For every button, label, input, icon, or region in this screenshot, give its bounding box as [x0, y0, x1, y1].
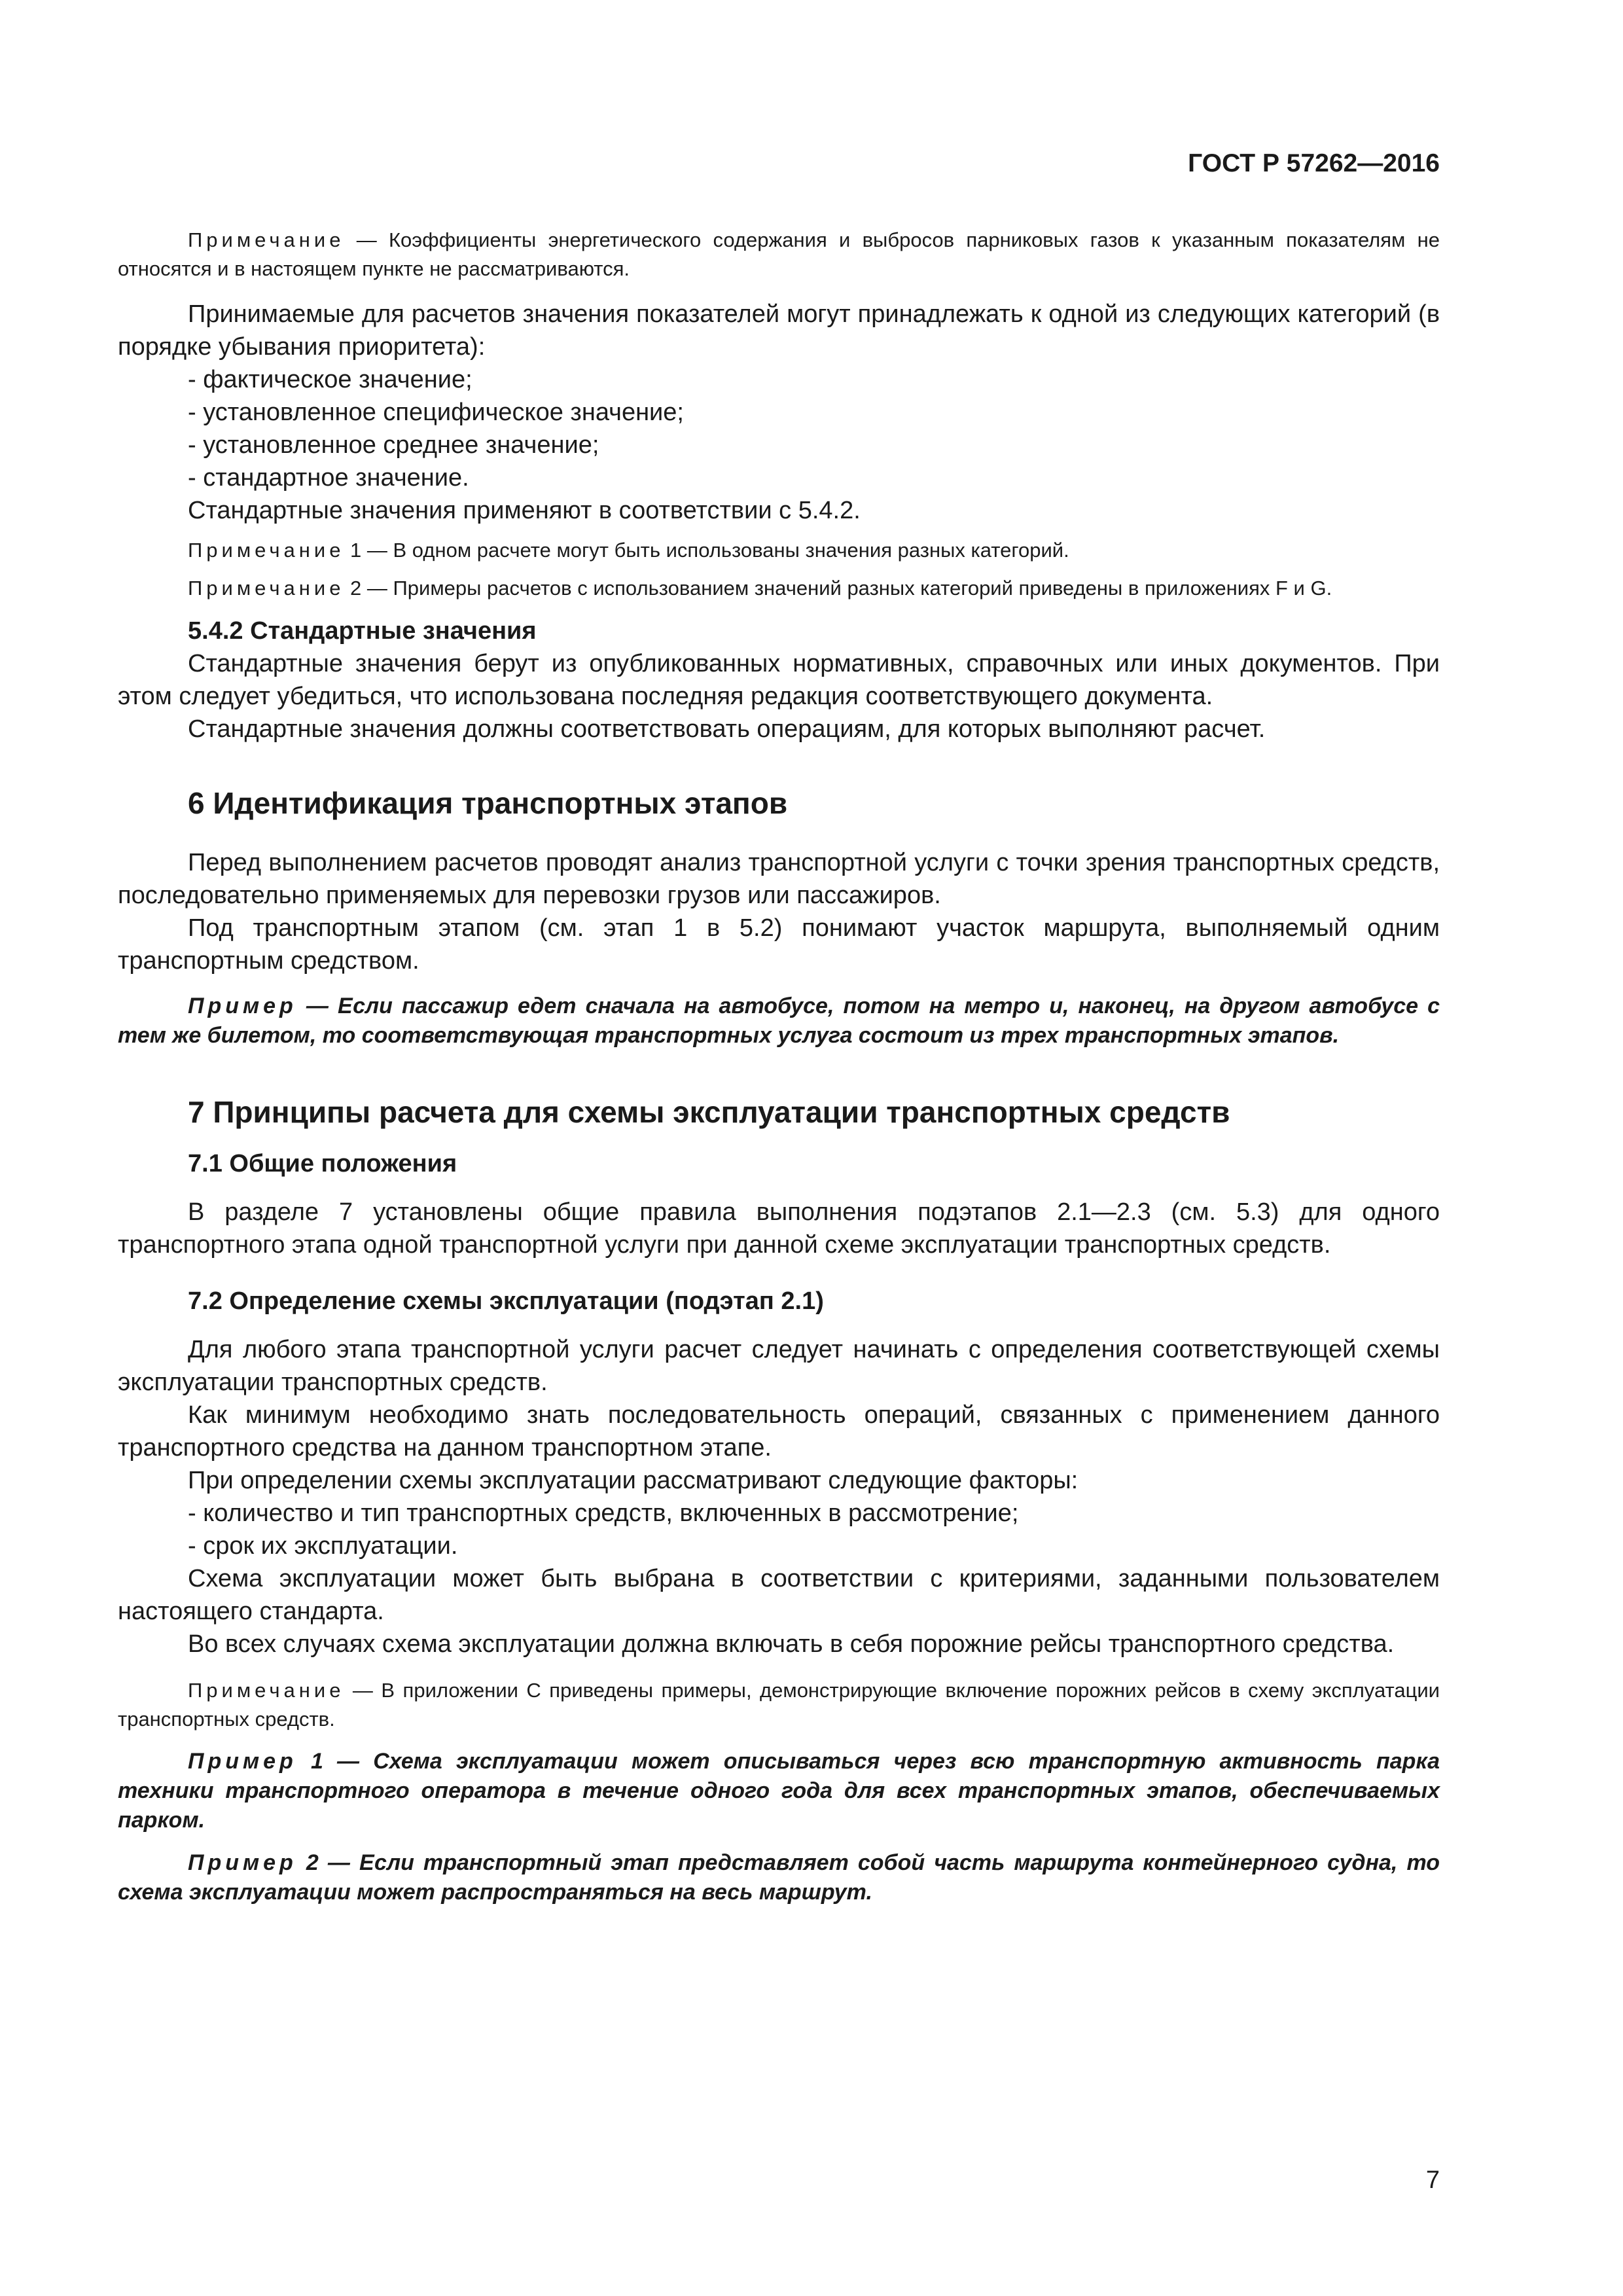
- note-label: Примечание: [188, 539, 345, 562]
- section-7-2-paragraph-5: Во всех случаях схема эксплуатации должна включать в себя порожние рейсы транспортного средства.: [188, 1630, 1395, 1658]
- page-content: [118, 226, 1440, 1907]
- list-item-factor-2: - срок их эксплуатации.: [188, 1532, 458, 1560]
- paragraph-categories: Принимаемые для расчетов значения показателей могут принадлежать к одной из следующих категорий (в порядке убывания приоритета):: [118, 300, 1440, 361]
- note-2: [118, 574, 1440, 603]
- example-text: 1 — Схема эксплуатации может описываться через всю транспортную активность парка техники транспортного оператора в течение одного года для всех транспортных этапов, обеспечиваемых парком.: [118, 1749, 1440, 1833]
- section-7-2-paragraph-1: Для любого этапа транспортной услуги расчет следует начинать с определения соответствующей схемы эксплуатации транспортных средств.: [118, 1336, 1440, 1396]
- example-label: Пример: [188, 1749, 297, 1774]
- list-item-category-2: - установленное специфическое значение;: [188, 399, 684, 426]
- section-5-4-2-paragraph-2: Стандартные значения должны соответствовать операциям, для которых выполняют расчет.: [188, 715, 1266, 743]
- paragraph-standard-apply: Стандартные значения применяют в соответствии с 5.4.2.: [188, 497, 861, 524]
- section-7-1-title: 7.1 Общие положения: [188, 1150, 457, 1177]
- section-7-2-paragraph-4: Схема эксплуатации может быть выбрана в соответствии с критериями, заданными пользователем настоящего стандарта.: [118, 1565, 1440, 1625]
- section-6-example: [118, 992, 1440, 1050]
- page-number: 7: [1425, 2166, 1440, 2194]
- list-item-category-3: - установленное среднее значение;: [188, 431, 599, 459]
- note-1: [118, 536, 1440, 565]
- section-7-1-paragraph: В разделе 7 установлены общие правила выполнения подэтапов 2.1—2.3 (см. 5.3) для одного транспортного этапа одной транспортной услуги при данной схеме эксплуатации транспортных средств.: [118, 1198, 1440, 1259]
- list-item-category-1: - фактическое значение;: [188, 366, 473, 393]
- note-text: — Коэффициенты энергетического содержания и выбросов парниковых газов к указанным показателям не относятся и в настоящем пункте не рассматриваются.: [118, 228, 1440, 280]
- section-6-title: 6 Идентификация транспортных этапов: [188, 786, 788, 820]
- section-7-2-example-1: [118, 1747, 1440, 1835]
- example-label: Пример: [188, 994, 297, 1018]
- section-6-paragraph-2: Под транспортным этапом (см. этап 1 в 5.2) понимают участок маршрута, выполняемый одним транспортным средством.: [118, 914, 1440, 975]
- section-5-4-2-title: 5.4.2 Стандартные значения: [188, 617, 537, 645]
- note-coefficients: [118, 226, 1440, 283]
- example-text: — Если пассажир едет сначала на автобусе, потом на метро и, наконец, на другом автобусе с тем же билетом, то соответствующая транспортных услуга состоит из трех транспортных этапов.: [118, 994, 1440, 1048]
- note-text: — В приложении С приведены примеры, демонстрирующие включение порожних рейсов в схему эксплуатации транспортных средств.: [118, 1679, 1440, 1731]
- list-item-category-4: - стандартное значение.: [188, 464, 469, 492]
- note-text: 1 — В одном расчете могут быть использованы значения разных категорий.: [344, 539, 1069, 562]
- section-5-4-2-paragraph-1: Стандартные значения берут из опубликованных нормативных, справочных или иных документов. При этом следует убедиться, что использована последняя редакция соответствующего документа.: [118, 650, 1440, 710]
- list-item-factor-1: - количество и тип транспортных средств, включенных в рассмотрение;: [188, 1499, 1019, 1527]
- section-7-2-note: [118, 1676, 1440, 1734]
- note-text: 2 — Примеры расчетов с использованием значений разных категорий приведены в приложениях F и G.: [344, 577, 1332, 600]
- section-7-2-example-2: [118, 1848, 1440, 1907]
- note-label: Примечание: [188, 1679, 345, 1702]
- section-7-2-paragraph-3: При определении схемы эксплуатации рассматривают следующие факторы:: [188, 1467, 1079, 1494]
- example-text: 2 — Если транспортный этап представляет собой часть маршрута контейнерного судна, то схема эксплуатации может распространяться на весь маршрут.: [118, 1850, 1440, 1905]
- note-label: Примечание: [188, 228, 345, 251]
- section-7-2-paragraph-2: Как минимум необходимо знать последовательность операций, связанных с применением данного транспортного средства на данном транспортном этапе.: [118, 1401, 1440, 1462]
- section-7-title: 7 Принципы расчета для схемы эксплуатации транспортных средств: [188, 1095, 1230, 1129]
- doc-code-header: ГОСТ Р 57262—2016: [1188, 149, 1440, 177]
- note-label: Примечание: [188, 577, 345, 600]
- example-label: Пример: [188, 1850, 297, 1875]
- section-7-2-title: 7.2 Определение схемы эксплуатации (подэтап 2.1): [188, 1287, 824, 1315]
- document-page: [118, 0, 1440, 2296]
- section-6-paragraph-1: Перед выполнением расчетов проводят анализ транспортной услуги с точки зрения транспортных средств, последовательно применяемых для перевозки грузов или пассажиров.: [118, 849, 1440, 909]
